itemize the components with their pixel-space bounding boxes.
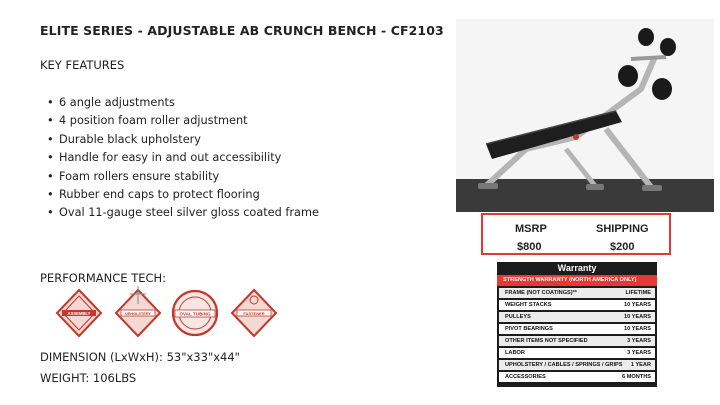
warranty-title: Warranty <box>557 263 597 273</box>
table-row: ACCESSORIES 6 MONTHS <box>499 372 655 382</box>
list-item: • Foam rollers ensure stability <box>47 169 220 183</box>
ab-bench-icon <box>456 19 714 212</box>
performance-heading: PERFORMANCE TECH: <box>40 271 167 285</box>
fastener-badge-icon <box>228 286 280 340</box>
shipping-label: SHIPPING <box>596 223 649 235</box>
list-item: • Rubber end caps to protect flooring <box>47 187 260 201</box>
list-item: • Handle for easy in and out accessibility <box>47 151 282 165</box>
table-row: LABOR 3 YEARS <box>499 348 655 358</box>
assembly-badge-icon <box>53 286 105 340</box>
badge-label: UPHOLSTERY <box>125 312 151 316</box>
list-item: • 4 position foam roller adjustment <box>47 114 248 128</box>
table-row: WEIGHT STACKS 10 YEARS <box>499 300 655 310</box>
product-image <box>456 19 714 212</box>
shipping-value: $200 <box>610 241 635 253</box>
dimension-text: DIMENSION (LxWxH): 53"x33"x44" <box>40 350 240 364</box>
key-features-heading: KEY FEATURES <box>40 58 125 72</box>
badge-label: ASSEMBLY <box>67 311 91 316</box>
upholstery-badge-icon <box>112 286 164 340</box>
warranty-subtitle: STRENGTH WARRANTY (NORTH AMERICA ONLY) <box>497 275 657 286</box>
table-row: PIVOT BEARINGS 10 YEARS <box>499 324 655 334</box>
list-item: • Oval 11-gauge steel silver gloss coated frame <box>47 206 319 220</box>
list-item: • Durable black upholstery <box>47 132 201 146</box>
table-row: OTHER ITEMS NOT SPECIFIED 3 YEARS <box>499 336 655 346</box>
oval-tubing-badge-icon <box>169 286 221 340</box>
feature-list <box>47 94 319 223</box>
badge-label: OVAL TUBING <box>179 311 211 317</box>
warranty-table <box>497 262 657 387</box>
list-item: • 6 angle adjustments <box>47 96 175 109</box>
performance-badges <box>40 286 288 340</box>
table-row: UPHOLSTERY / CABLES / SPRINGS / GRIPS 1 YEAR <box>499 360 655 370</box>
page-title: ELITE SERIES - ADJUSTABLE AB CRUNCH BENCH - CF2103 <box>40 23 444 38</box>
table-row: FRAME (NOT COATINGS)** LIFETIME <box>499 288 655 298</box>
pricing-box <box>481 213 671 255</box>
msrp-label: MSRP <box>515 223 547 235</box>
msrp-value: $800 <box>517 241 542 253</box>
badge-label: FASTENER <box>243 311 265 316</box>
weight-text: WEIGHT: 106LBS <box>40 371 137 385</box>
table-row: PULLEYS 10 YEARS <box>499 312 655 322</box>
